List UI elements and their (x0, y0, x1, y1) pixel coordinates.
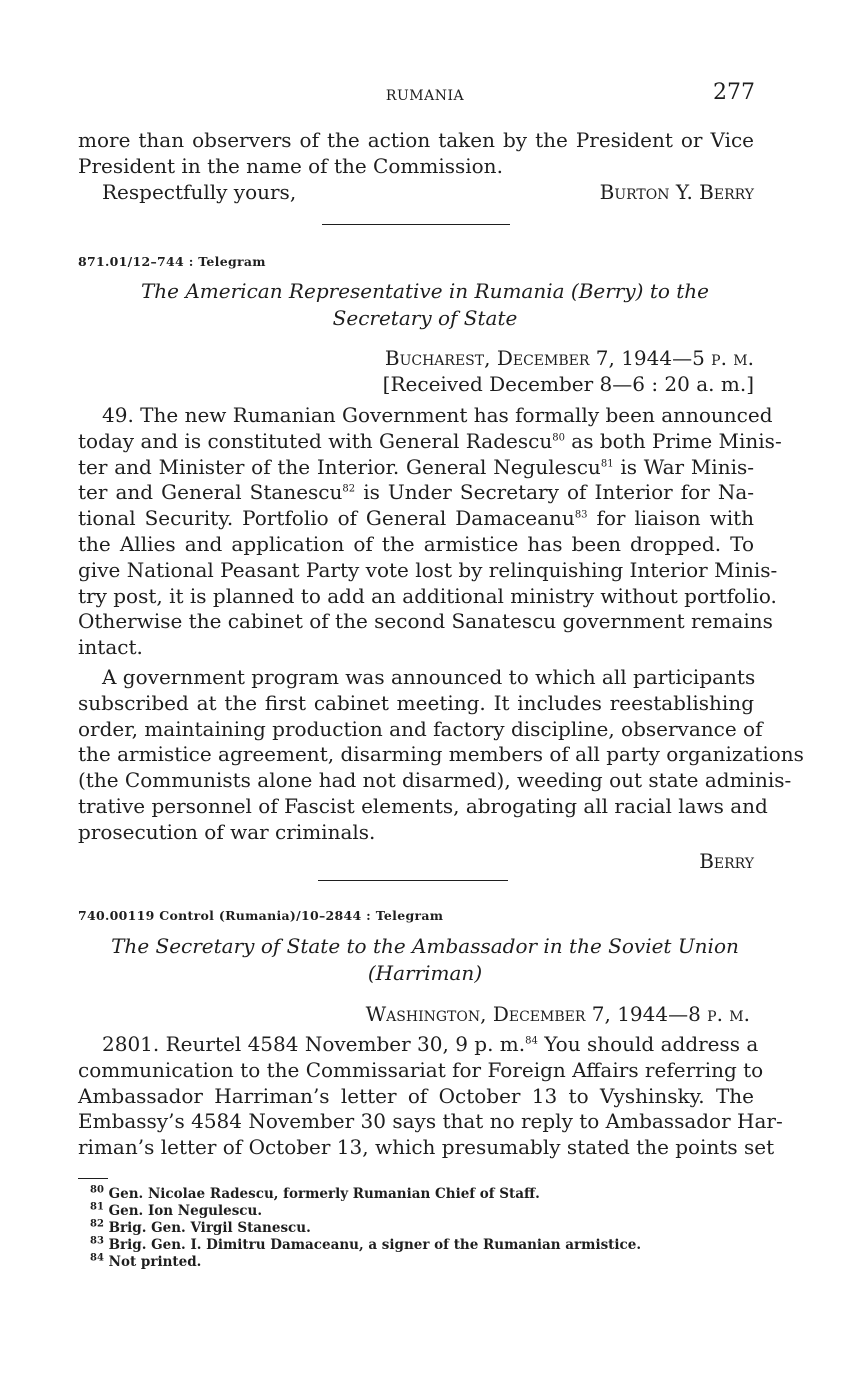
telegram-paragraph (78, 1032, 783, 1161)
text-line: riman’s letter of October 13, which presumably stated the points set (78, 1135, 775, 1160)
text-line: Embassy’s 4584 November 30 says that no reply to Ambassador Har- (78, 1109, 783, 1134)
footnote-ref[interactable]: 80 (552, 432, 565, 444)
text-line: prosecution of war criminals. (78, 819, 376, 844)
text-line: more than observers of the action taken by the President or Vice (78, 128, 754, 152)
text-line: order, maintaining production and factory discipline, observance of (78, 716, 763, 741)
document-heading (0, 278, 850, 332)
text-line: ter and General Stanescu$^{82}$ is Under Secretary of Interior for Na- (78, 480, 755, 505)
signature: Burton Y. Berry (599, 180, 754, 204)
document-heading (0, 933, 850, 987)
footnote: $^{82}$ Brig. Gen. Virgil Stanescu. (90, 1218, 311, 1236)
running-title: RUMANIA (385, 88, 465, 104)
dateline: Bucharest, December 7, 1944—5 p. m. (384, 346, 754, 370)
text-line: A government program was announced to which all participants (102, 665, 756, 689)
text-line: Ambassador Harriman’s letter of October 13 to Vyshinsky. The (78, 1083, 754, 1108)
file-reference: 740.00119 Control (Rumania)/10–2844 : Telegram (78, 908, 444, 923)
telegram-paragraph (78, 665, 804, 846)
footnote-rule (78, 1178, 108, 1179)
heading-line: The Secretary of State to the Ambassador in the Soviet Union (111, 934, 739, 958)
text-line: tional Security. Portfolio of General Damaceanu$^{83}$ for liaison with (78, 506, 755, 531)
telegram-paragraph (78, 403, 782, 661)
text-line: the armistice agreement, disarming members of all party organizations (78, 742, 804, 767)
section-divider (322, 224, 510, 225)
text-line: trative personnel of Fascist elements, abrogating all racial laws and (78, 793, 768, 818)
closing-salutation: Respectfully yours, (102, 180, 297, 204)
text-line: ter and Minister of the Interior. General Negulescu$^{81}$ is War Minis- (78, 454, 754, 479)
continuation-paragraph (78, 128, 754, 180)
text-line: subscribed at the first cabinet meeting. It includes reestablishing (78, 690, 754, 715)
footnotes (90, 1186, 641, 1271)
signature: Berry (699, 849, 754, 873)
footnote-ref[interactable]: 82 (342, 483, 356, 495)
footnote-ref[interactable]: 81 (600, 457, 614, 469)
text-line: today and is constituted with General Radescu$^{80}$ as both Prime Minis- (78, 428, 782, 453)
text-line: 49. The new Rumanian Government has formally been announced (102, 403, 773, 427)
text-line: the Allies and application of the armistice has been dropped. To (78, 531, 754, 556)
text-line: (the Communists alone had not disarmed), weeding out state adminis- (78, 768, 792, 793)
text-line: President in the name of the Commission. (78, 153, 503, 178)
footnote: $^{80}$ Gen. Nicolae Radescu, formerly Rumanian Chief of Staff. (90, 1184, 540, 1202)
footnote: $^{81}$ Gen. Ion Negulescu. (90, 1201, 263, 1219)
footnote: $^{83}$ Brig. Gen. I. Dimitru Damaceanu, a signer of the Rumanian armistice. (90, 1235, 642, 1253)
heading-line: The American Representative in Rumania (Berry) to the (140, 279, 710, 303)
heading-line: (Harriman) (367, 961, 483, 985)
text-line: Otherwise the cabinet of the second Sanatescu government remains (78, 609, 773, 634)
section-divider (318, 880, 508, 881)
footnote-ref[interactable]: 84 (525, 1035, 538, 1047)
text-line: intact. (78, 635, 143, 660)
page-number: 277 (713, 80, 755, 105)
text-line: communication to the Commissariat for Foreign Affairs referring to (78, 1057, 764, 1082)
file-reference: 871.01/12–744 : Telegram (78, 254, 266, 269)
footnote-ref[interactable]: 83 (574, 509, 588, 521)
heading-line: Secretary of State (332, 306, 518, 330)
text-line: give National Peasant Party vote lost by relinquishing Interior Minis- (78, 557, 778, 582)
text-line: 2801. Reurtel 4584 November 30, 9 p. m.$^{84}$ You should address a (102, 1032, 759, 1056)
received-line: [Received December 8—6 : 20 a. m.] (382, 372, 754, 396)
dateline: Washington, December 7, 1944—8 p. m. (365, 1002, 750, 1026)
footnote: $^{84}$ Not printed. (90, 1252, 202, 1270)
text-line: try post, it is planned to add an additional ministry without portfolio. (78, 583, 777, 608)
